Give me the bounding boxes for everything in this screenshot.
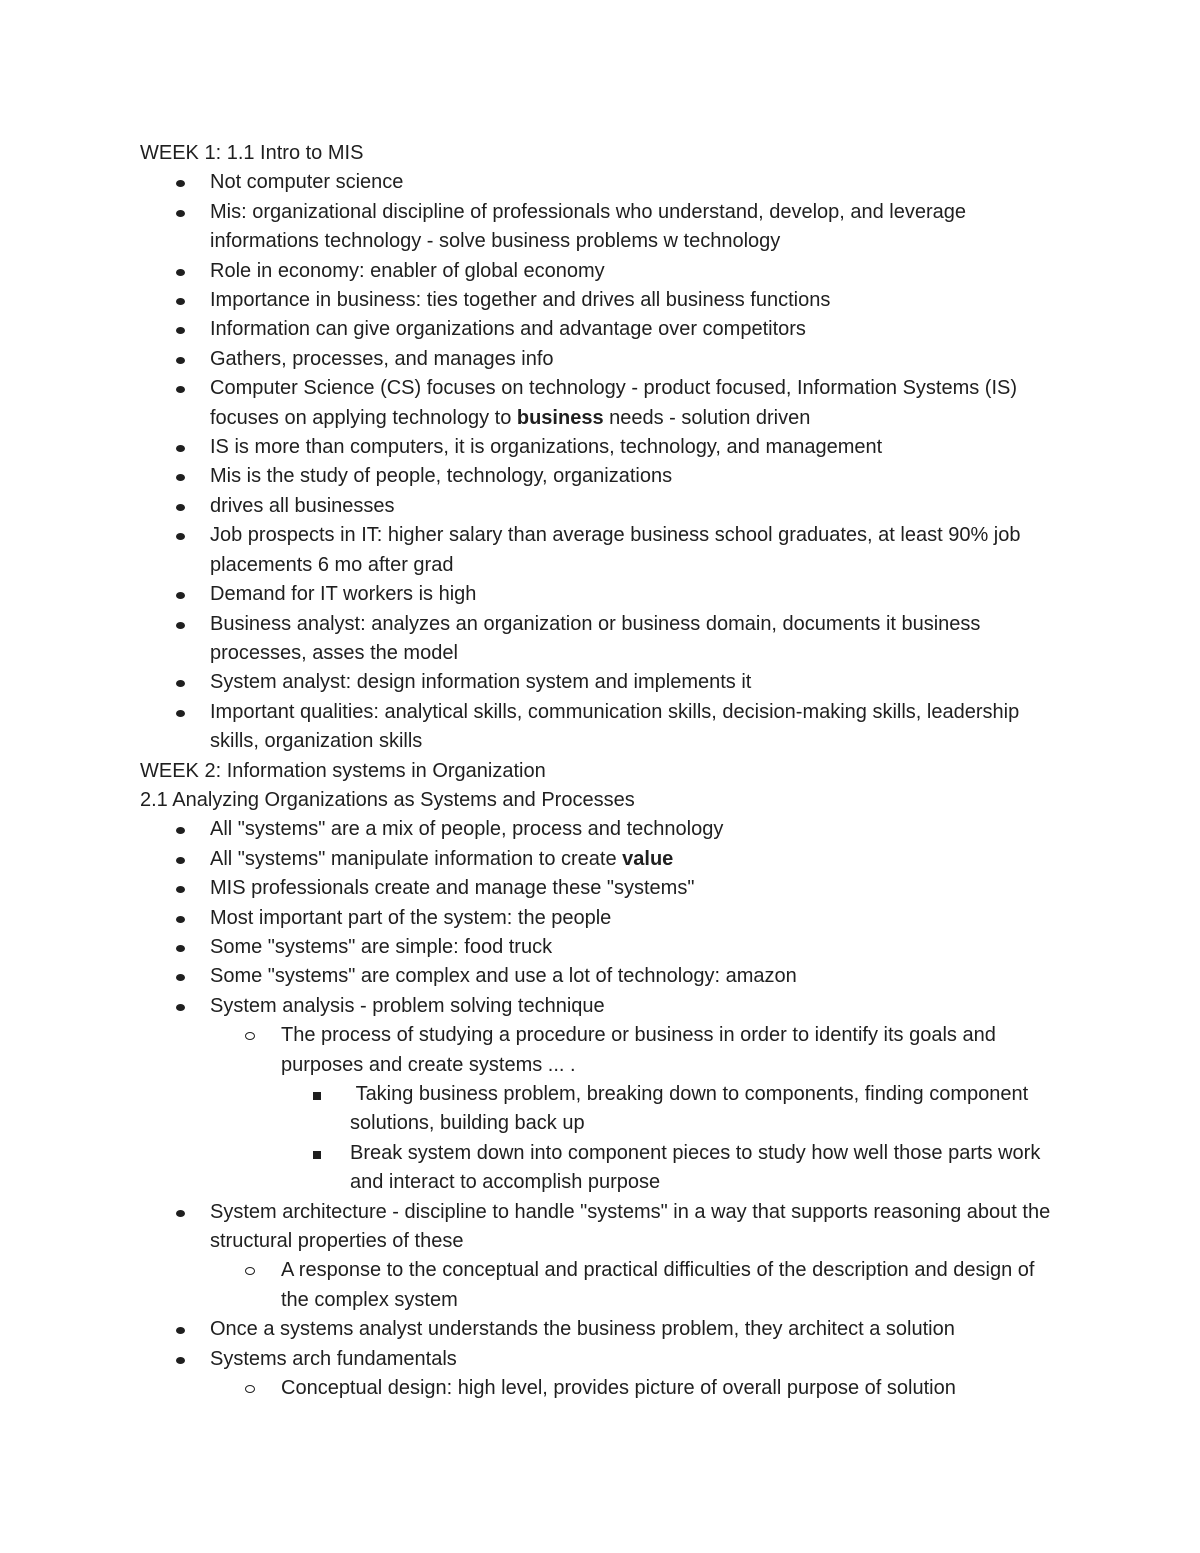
list-item: Role in economy: enabler of global economy <box>140 257 1060 286</box>
list-item: Gathers, processes, and manages info <box>140 345 1060 374</box>
bullet-disc-icon <box>176 668 185 687</box>
bullet-circle-icon <box>245 1374 255 1393</box>
fundamentals-sub-list <box>140 1374 1060 1403</box>
list-item: Once a systems analyst understands the business problem, they architect a solution <box>140 1315 1060 1344</box>
list-item: MIS professionals create and manage these "systems" <box>140 874 1060 903</box>
list-item <box>140 845 1060 874</box>
list-item: A response to the conceptual and practical difficulties of the description and design of the complex system <box>140 1256 1060 1315</box>
bold-term-business: business <box>516 406 604 429</box>
bullet-disc-icon <box>176 1345 185 1364</box>
list-item: Business analyst: analyzes an organization or business domain, documents it business processes, asses the model <box>140 610 1060 669</box>
week2-bullet-list <box>140 815 1060 1021</box>
week2-heading: WEEK 2: Information systems in Organization <box>140 759 546 782</box>
list-item: drives all businesses <box>140 492 1060 521</box>
bullet-disc-icon <box>176 933 185 952</box>
bullet-circle-icon <box>245 1256 255 1275</box>
value-text: All "systems" manipulate information to create value <box>210 847 674 870</box>
list-item: System analysis - problem solving technique <box>140 992 1060 1021</box>
list-item: Some "systems" are simple: food truck <box>140 933 1060 962</box>
list-item: Demand for IT workers is high <box>140 580 1060 609</box>
bold-term-value: value <box>622 847 674 870</box>
bullet-disc-icon <box>176 904 185 923</box>
list-item: Most important part of the system: the people <box>140 904 1060 933</box>
bullet-disc-icon <box>176 257 185 276</box>
week1-bullet-list <box>140 168 1060 756</box>
bullet-disc-icon <box>176 845 185 864</box>
list-item: Important qualities: analytical skills, communication skills, decision-making skills, leadership skills, organization skills <box>140 698 1060 757</box>
arch-bullet-list <box>140 1198 1060 1257</box>
bullet-disc-icon <box>176 815 185 834</box>
list-item: Conceptual design: high level, provides picture of overall purpose of solution <box>140 1374 1060 1403</box>
list-item: Information can give organizations and advantage over competitors <box>140 315 1060 344</box>
bullet-disc-icon <box>176 580 185 599</box>
cs-vs-is-text: Computer Science (CS) focuses on technology - product focused, Information Systems (IS) focuses on applying technology to business needs - solution driven <box>210 377 1018 429</box>
bullet-disc-icon <box>176 1315 185 1334</box>
arch-sub-list <box>140 1256 1060 1315</box>
bullet-disc-icon <box>176 962 185 981</box>
bullet-disc-icon <box>176 433 185 452</box>
bullet-disc-icon <box>176 610 185 629</box>
notes-body <box>140 139 1060 1403</box>
list-item: Systems arch fundamentals <box>140 1345 1060 1374</box>
bullet-circle-icon <box>245 1021 255 1040</box>
bullet-disc-icon <box>176 198 185 217</box>
list-item: System analyst: design information system and implements it <box>140 668 1060 697</box>
bullet-square-icon <box>313 1080 321 1100</box>
list-item: Importance in business: ties together and drives all business functions <box>140 286 1060 315</box>
bullet-disc-icon <box>176 521 185 540</box>
bullet-disc-icon <box>176 462 185 481</box>
week1-heading: WEEK 1: 1.1 Intro to MIS <box>140 142 364 164</box>
list-item: Mis: organizational discipline of professionals who understand, develop, and leverage informations technology - solve business problems w technology <box>140 198 1060 257</box>
list-item: Taking business problem, breaking down to components, finding component solutions, building back up <box>140 1080 1060 1139</box>
list-item: The process of studying a procedure or business in order to identify its goals and purposes and create systems ... . <box>140 1021 1060 1080</box>
list-item: Break system down into component pieces to study how well those parts work and interact to accomplish purpose <box>140 1139 1060 1198</box>
analysis-sub-list <box>140 1021 1060 1080</box>
list-item: IS is more than computers, it is organizations, technology, and management <box>140 433 1060 462</box>
analysis-subsub-list <box>140 1080 1060 1198</box>
bullet-disc-icon <box>176 168 185 187</box>
fundamentals-bullet-list <box>140 1315 1060 1374</box>
list-item <box>140 374 1060 433</box>
bullet-square-icon <box>313 1139 321 1159</box>
list-item: Not computer science <box>140 168 1060 197</box>
bullet-disc-icon <box>176 315 185 334</box>
list-item: Mis is the study of people, technology, organizations <box>140 462 1060 491</box>
bullet-disc-icon <box>176 374 185 393</box>
bullet-disc-icon <box>176 492 185 511</box>
list-item: All "systems" are a mix of people, process and technology <box>140 815 1060 844</box>
bullet-disc-icon <box>176 992 185 1011</box>
bullet-disc-icon <box>176 698 185 717</box>
bullet-disc-icon <box>176 1198 185 1217</box>
bullet-disc-icon <box>176 345 185 364</box>
list-item: Some "systems" are complex and use a lot of technology: amazon <box>140 962 1060 991</box>
bullet-disc-icon <box>176 874 185 893</box>
list-item: System architecture - discipline to handle "systems" in a way that supports reasoning about the structural properties of these <box>140 1198 1060 1257</box>
list-item: Job prospects in IT: higher salary than average business school graduates, at least 90% job placements 6 mo after grad <box>140 521 1060 580</box>
bullet-disc-icon <box>176 286 185 305</box>
section-2-1-heading: 2.1 Analyzing Organizations as Systems and Processes <box>140 788 635 811</box>
